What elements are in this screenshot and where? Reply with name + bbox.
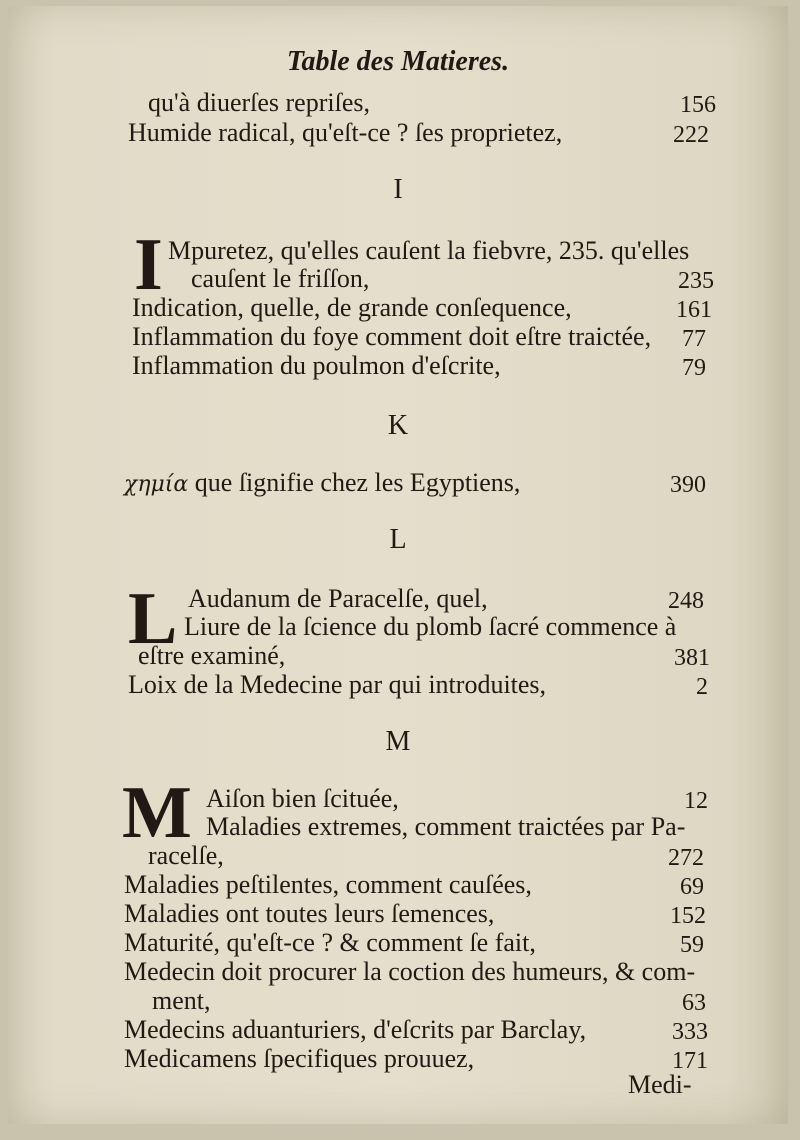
page-number: 235 bbox=[678, 268, 714, 294]
page-number: 77 bbox=[682, 326, 706, 352]
page-number: 333 bbox=[672, 1019, 708, 1045]
index-entry: Loix de la Medecine par qui introduites, bbox=[128, 670, 547, 699]
index-entry-continuation: ment, bbox=[152, 986, 211, 1015]
drop-cap-i: I bbox=[134, 224, 163, 306]
index-entry-continuation: eſtre examiné, bbox=[138, 641, 286, 670]
index-entry: Indication, quelle, de grande conſequence, bbox=[132, 293, 572, 322]
index-entry: qu'à diuerſes repriſes, bbox=[148, 88, 370, 117]
page-number: 390 bbox=[670, 472, 706, 498]
index-entry: Maladies peſtilentes, comment cauſées, bbox=[124, 870, 532, 899]
page-number: 63 bbox=[682, 990, 706, 1016]
page-number: 59 bbox=[680, 932, 704, 958]
page-number: 69 bbox=[680, 874, 704, 900]
index-entry: Mpuretez, qu'elles cauſent la fiebvre, 235. qu'elles bbox=[168, 236, 690, 265]
drop-cap-l: L bbox=[128, 578, 178, 660]
page-number: 248 bbox=[668, 588, 704, 614]
index-entry: Medicamens ſpecifiques prouuez, bbox=[124, 1044, 475, 1073]
index-entry-text: que ſignifie chez les Egyptiens, bbox=[194, 468, 521, 497]
index-entry: Aiſon bien ſcituée, bbox=[206, 784, 399, 813]
section-letter-m: M bbox=[385, 726, 411, 757]
index-entry: Maladies extremes, comment traictées par Pa- bbox=[206, 812, 686, 841]
section-letter-i: I bbox=[393, 174, 403, 205]
page-number: 12 bbox=[684, 788, 708, 814]
index-entry-continuation: cauſent le friſſon, bbox=[191, 264, 370, 293]
index-entry: Liure de la ſcience du plomb ſacré commence à bbox=[184, 612, 677, 641]
page-number: 79 bbox=[682, 355, 706, 381]
page-number: 222 bbox=[673, 122, 709, 148]
drop-cap-m: M bbox=[122, 772, 192, 854]
page-number: 161 bbox=[676, 297, 712, 323]
index-entry: Maladies ont toutes leurs ſemences, bbox=[124, 899, 495, 928]
catchword: Medi- bbox=[628, 1070, 692, 1099]
section-letter-k: K bbox=[387, 410, 409, 441]
index-entry: Medecins aduanturiers, d'eſcrits par Barclay, bbox=[124, 1015, 587, 1044]
index-entry: Inflammation du poulmon d'eſcrite, bbox=[132, 351, 501, 380]
page-number: 171 bbox=[672, 1048, 708, 1074]
page-number: 381 bbox=[674, 645, 710, 671]
index-entry: Audanum de Paracelſe, quel, bbox=[188, 584, 488, 613]
page-number: 2 bbox=[696, 674, 708, 700]
index-entry: Inflammation du foye comment doit eſtre traictée, bbox=[132, 322, 652, 351]
page-number: 156 bbox=[680, 92, 716, 118]
index-entry: Humide radical, qu'eſt-ce ? ſes proprietez, bbox=[128, 118, 563, 147]
index-entry-continuation: racelſe, bbox=[148, 841, 224, 870]
section-letter-l: L bbox=[389, 524, 407, 555]
running-header: Table des Matieres. bbox=[286, 46, 510, 77]
index-entry: Maturité, qu'eſt-ce ? & comment ſe fait, bbox=[124, 928, 536, 957]
book-page bbox=[8, 6, 788, 1124]
page-number: 152 bbox=[670, 903, 706, 929]
greek-word: χημία bbox=[124, 472, 189, 497]
index-entry bbox=[124, 468, 520, 500]
index-entry: Medecin doit procurer la coction des humeurs, & com- bbox=[124, 957, 696, 986]
page-number: 272 bbox=[668, 845, 704, 871]
